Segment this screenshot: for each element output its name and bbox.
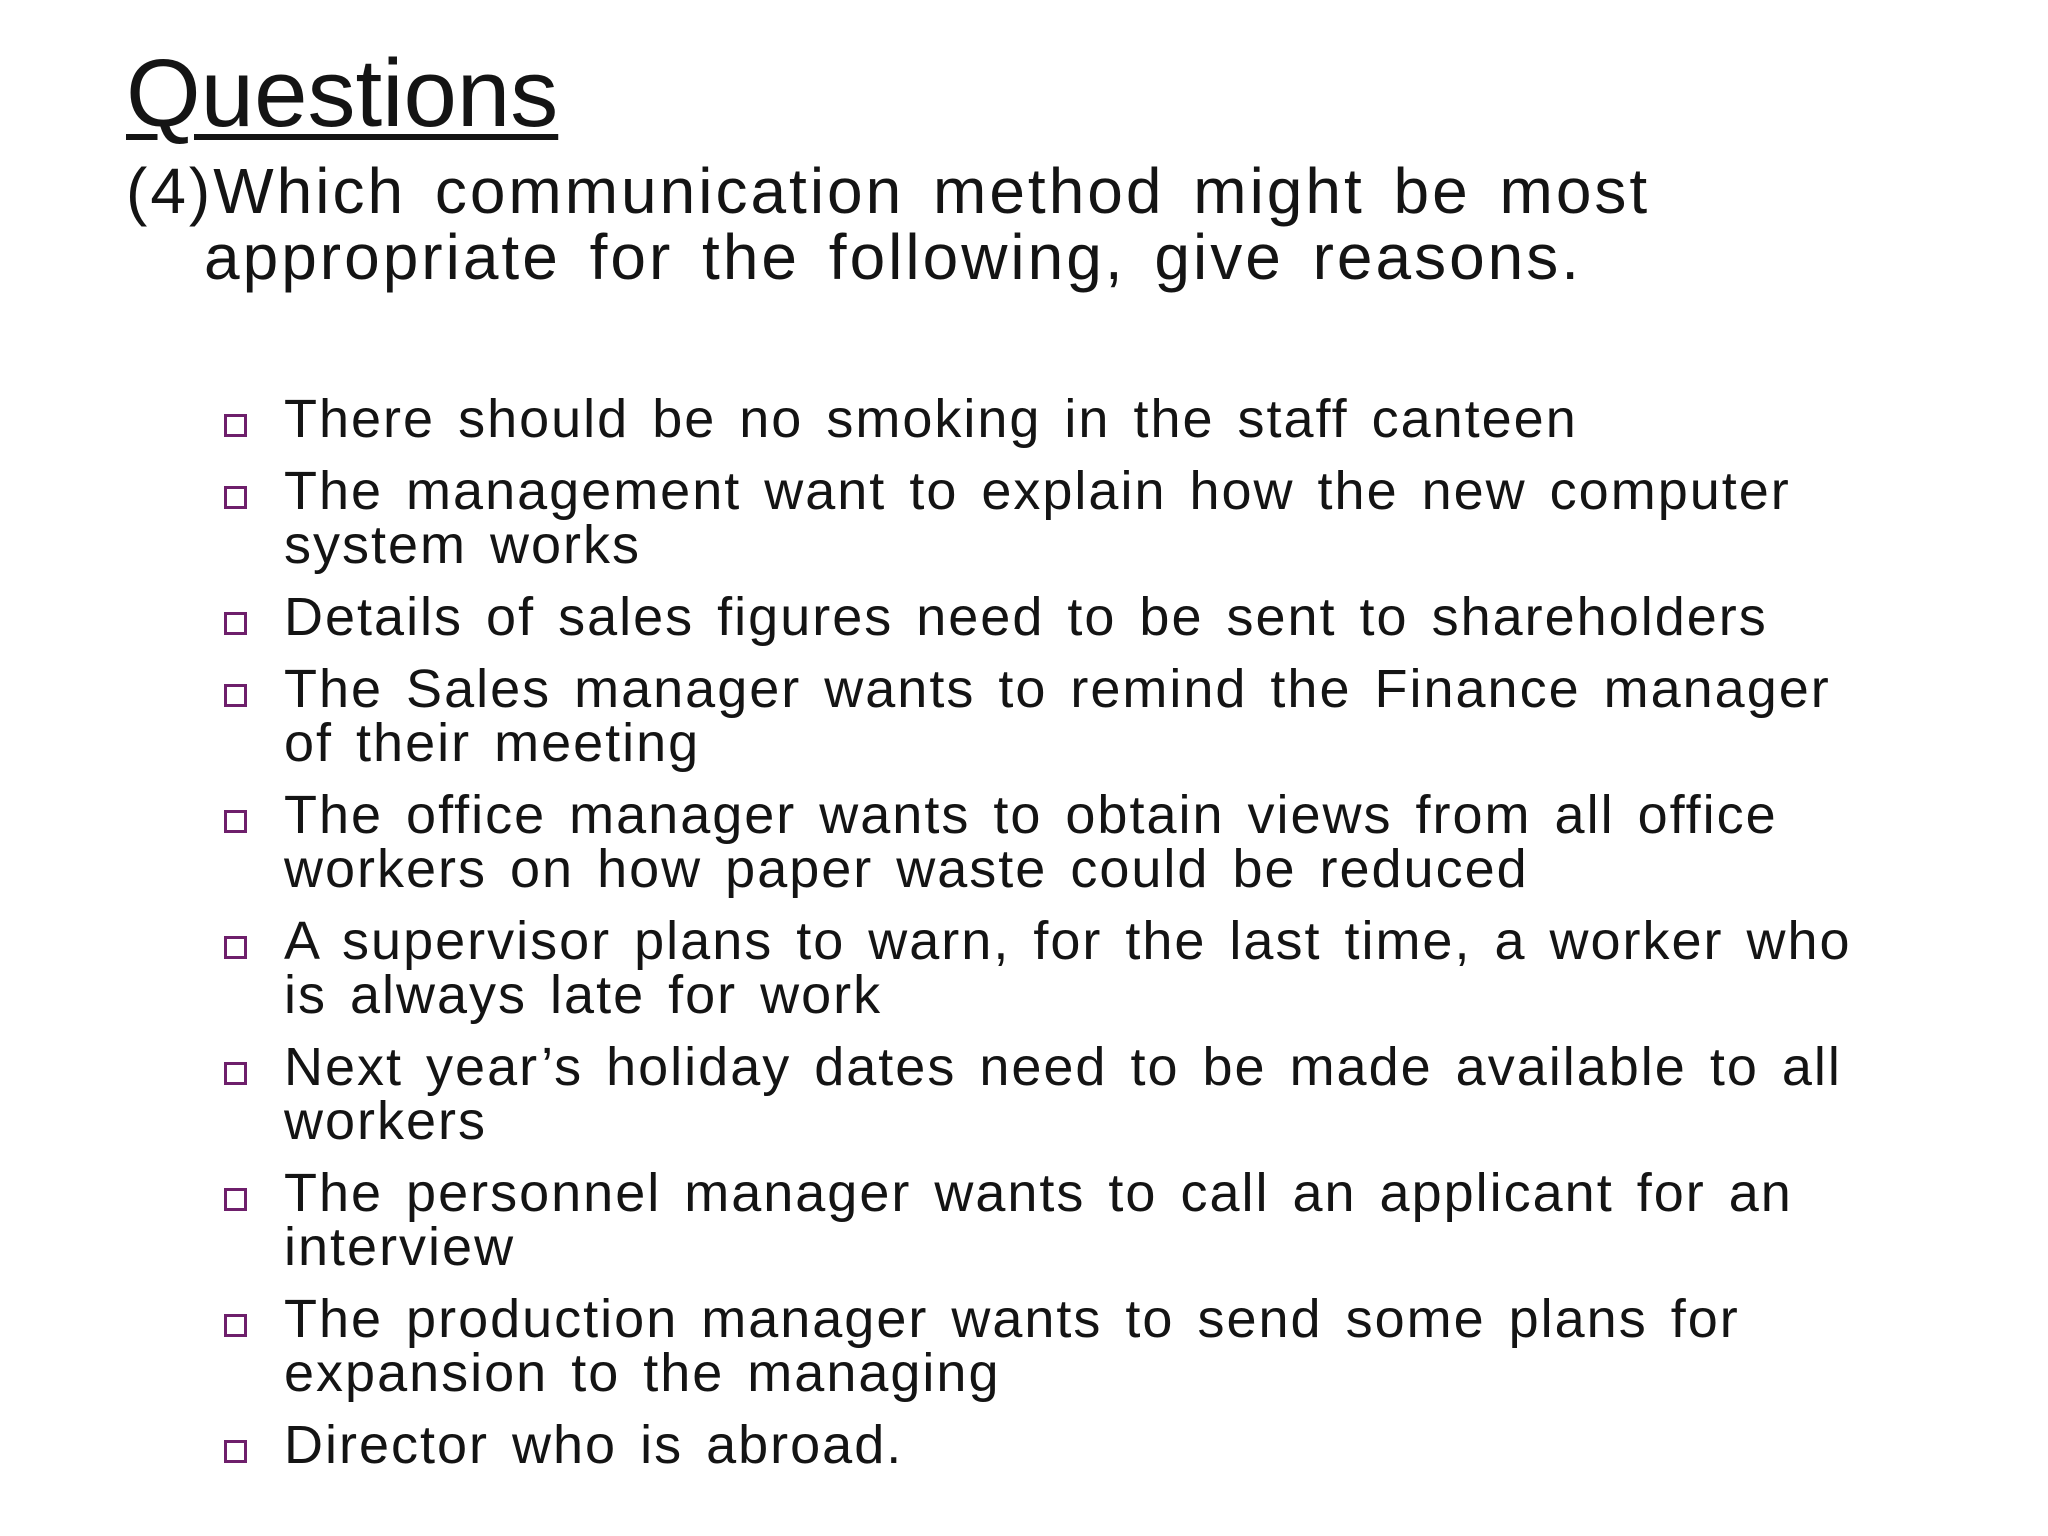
item-text: of their meeting (284, 713, 701, 773)
item-text: workers (284, 1091, 488, 1151)
item-text: Next year’s holiday dates need to be made available to all (284, 1037, 1842, 1097)
item-text: system works (284, 515, 642, 575)
list-item (218, 911, 1998, 1025)
question-prompt (126, 155, 1926, 293)
list-item (218, 1037, 1998, 1151)
scenario-list (218, 389, 1998, 1475)
list-item (218, 1163, 1998, 1277)
question-line: (4)Which communication method might be most (126, 155, 1651, 227)
hollow-square-bullet-icon (224, 684, 247, 707)
hollow-square-bullet-icon (224, 1314, 247, 1337)
list-item (218, 1415, 1998, 1475)
item-text: The management want to explain how the new computer (284, 461, 1791, 521)
list-item (218, 785, 1998, 899)
list-item (218, 461, 1998, 575)
slide-title: Questions (126, 40, 559, 147)
list-item (218, 659, 1998, 773)
list-item (218, 389, 1998, 449)
hollow-square-bullet-icon (224, 1440, 247, 1463)
hollow-square-bullet-icon (224, 414, 247, 437)
hollow-square-bullet-icon (224, 1062, 247, 1085)
hollow-square-bullet-icon (224, 810, 247, 833)
item-text: The production manager wants to send some plans for (284, 1289, 1740, 1349)
list-item (218, 1289, 1998, 1403)
hollow-square-bullet-icon (224, 936, 247, 959)
item-text: The Sales manager wants to remind the Finance manager (284, 659, 1831, 719)
item-text: The office manager wants to obtain views from all office (284, 785, 1778, 845)
item-text: expansion to the managing (284, 1343, 1001, 1403)
hollow-square-bullet-icon (224, 1188, 247, 1211)
item-text: is always late for work (284, 965, 883, 1025)
item-text: Details of sales figures need to be sent to shareholders (284, 587, 1768, 647)
list-item (218, 587, 1998, 647)
hollow-square-bullet-icon (224, 486, 247, 509)
item-text: There should be no smoking in the staff canteen (284, 389, 1578, 449)
item-text: interview (284, 1217, 516, 1277)
item-text: The personnel manager wants to call an applicant for an (284, 1163, 1793, 1223)
item-text: Director who is abroad. (284, 1415, 904, 1475)
hollow-square-bullet-icon (224, 612, 247, 635)
item-text: A supervisor plans to warn, for the last time, a worker who (284, 911, 1852, 971)
item-text: workers on how paper waste could be reduced (284, 839, 1529, 899)
question-line: appropriate for the following, give reasons. (204, 221, 1583, 293)
